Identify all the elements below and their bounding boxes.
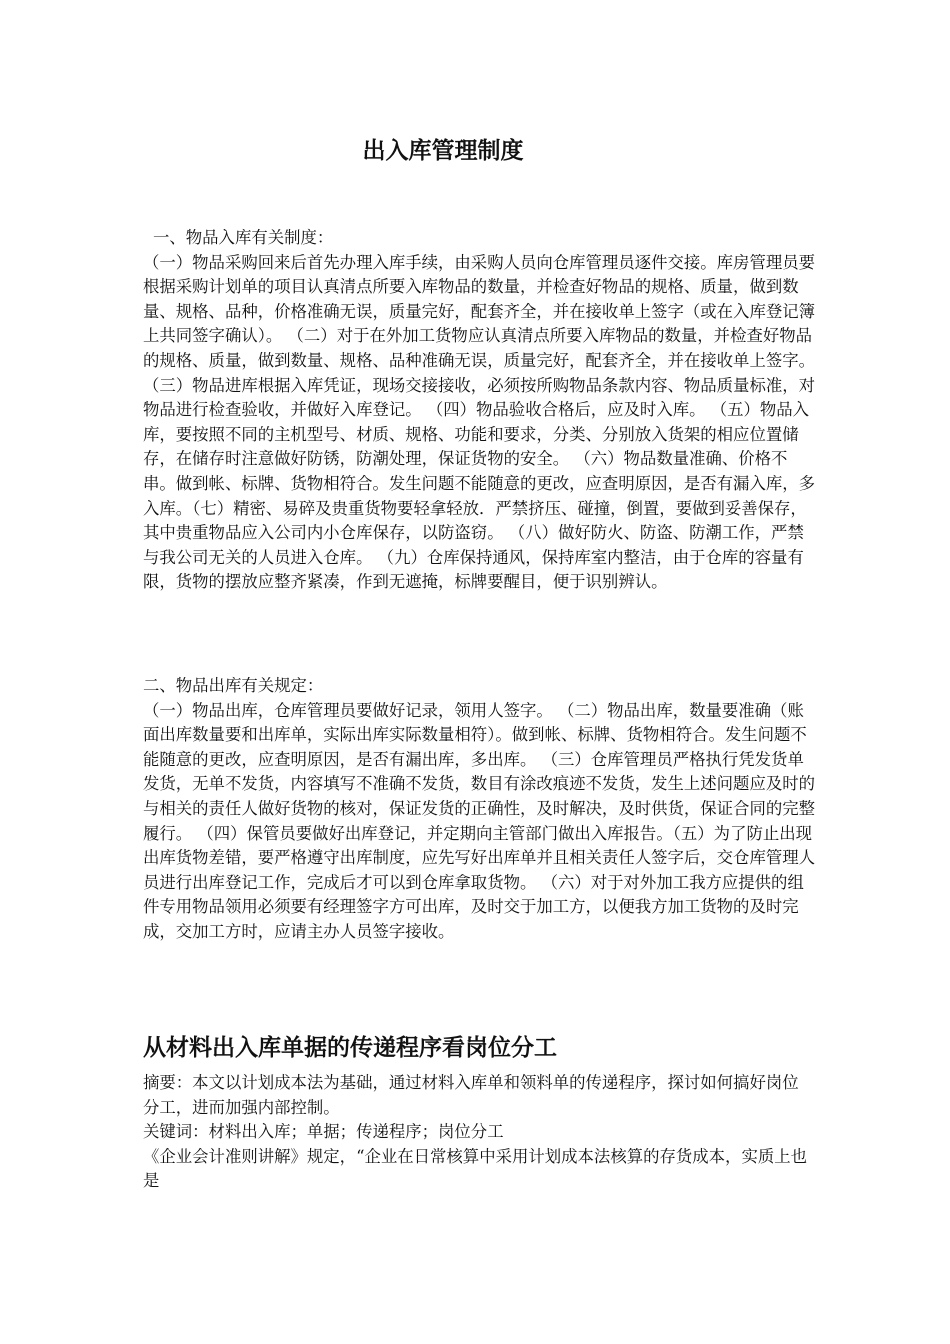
abstract-line-2: 分工，进而加强内部控制。 [143,1097,340,1117]
section-inbound-heading: 一、物品入库有关制度： [153,228,334,247]
article-body [143,1071,815,1194]
article-title: 从材料出入库单据的传递程序看岗位分工 [143,1035,557,1061]
document-title: 出入库管理制度 [362,138,524,164]
section-outbound-heading: 二、物品出库有关规定： [143,676,324,695]
section-outbound [143,674,815,945]
abstract-line-1: 摘要：本文以计划成本法为基础，通过材料入库单和领料单的传递程序，探讨如何搞好岗位 [143,1073,799,1092]
keywords-line: 关键词：材料出入库；单据；传递程序；岗位分工 [143,1122,504,1142]
section-inbound-paragraph: （一）物品采购回来后首先办理入库手续，由采购人员向仓库管理员逐件交接。库房管理员要根据采购计划单的项目认真清点所要入库物品的数量，并检查好物品的规格、质量，做到数量、规格、品种，价格准确无误，质量完好，配套齐全，并在接收单上签字（或在入库登记簿上共同签字确认）。 （二）对于在外加工货物应认真清点所要入库物品的数量，并检查好物品的规格、质量，做到数量、规格、品种准确无误，质量完好，配套齐全，并在接收单上签字。（三）物品进库根据入库凭证，现场交接接收，必须按所购物品条款内容、物品质量标准，对物品进行检查验收，并做好入库登记。 （四）物品验收合格后，应及时入库。 （五）物品入库，要按照不同的主机型号、材质、规格、功能和要求，分类、分别放入货架的相应位置储存，在储存时注意做好防锈，防潮处理，保证货物的安全。 （六）物品数量准确、价格不串。做到帐、标牌、货物相符合。发生问题不能随意的更改，应查明原因，是否有漏入库，多入库。（七）精密、易碎及贵重货物要轻拿轻放．严禁挤压、碰撞，倒置，要做到妥善保存，其中贵重物品应入公司内小仓库保存，以防盗窃。 （八）做好防火、防盗、防潮工作，严禁与我公司无关的人员进入仓库。 （九）仓库保持通风，保持库室内整洁，由于仓库的容量有限，货物的摆放应整齐紧凑，作到无遮掩，标牌要醒目，便于识别辨认。 [143,252,816,592]
section-inbound [143,226,815,595]
section-outbound-paragraph: （一）物品出库，仓库管理员要做好记录，领用人签字。 （二）物品出库，数量要准确（账面出库数量要和出库单，实际出库实际数量相符）。做到帐、标牌、货物相符合。发生问题不能随意的更改，应查明原因，是否有漏出库，多出库。 （三）仓库管理员严格执行凭发货单发货，无单不发货，内容填写不准确不发货，数目有涂改痕迹不发货，发生上述问题应及时的与相关的责任人做好货物的核对，保证发货的正确性，及时解决，及时供货，保证合同的完整履行。 （四）保管员要做好出库登记，并定期向主管部门做出入库报告。（五）为了防止出现出库货物差错，要严格遵守出库制度，应先写好出库单并且相关责任人签字后，交仓库管理人员进行出库登记工作，完成后才可以到仓库拿取货物。 （六）对于对外加工我方应提供的组件专用物品领用必须要有经理签字方可出库，及时交于加工方，以便我方加工货物的及时完成，交加工方时，应请主办人员签字接收。 [143,700,816,941]
intro-line: 《企业会计准则讲解》规定，“企业在日常核算中采用计划成本法核算的存货成本，实质上也是 [143,1146,808,1191]
